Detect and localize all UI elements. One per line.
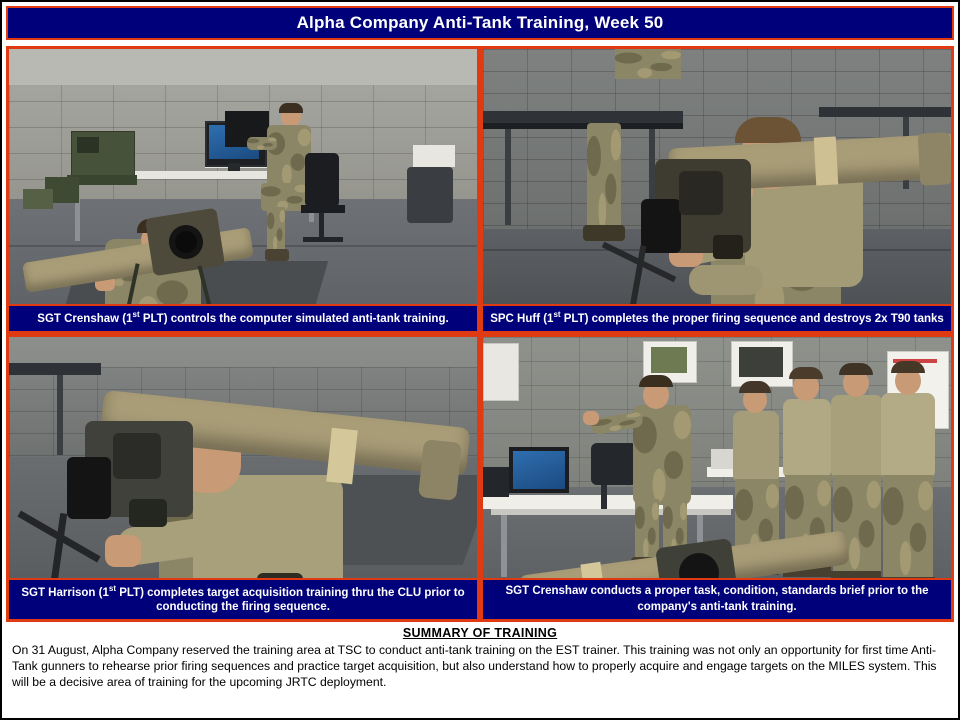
summary-heading: SUMMARY OF TRAINING: [402, 626, 558, 640]
caption-ordinal-suffix: st: [553, 310, 561, 320]
photo-caption-top-left: [9, 304, 477, 331]
photo-cell-bottom-right: [480, 334, 954, 622]
caption-ordinal-suffix: st: [132, 310, 140, 320]
caption-text-suffix: PLT) controls the computer simulated anti-tank training.: [139, 312, 449, 325]
photo-caption-bottom-right: [483, 578, 951, 619]
summary-section: [6, 626, 954, 716]
photo-caption-bottom-left: [9, 578, 477, 619]
caption-text-suffix: PLT) completes target acquisition training thru the CLU prior to conducting the firing sequence.: [116, 586, 465, 613]
summary-body: On 31 August, Alpha Company reserved the training area at TSC to conduct anti-tank training on the EST trainer. This training was not only an opportunity for first time Anti-Tank gunners to rehearse prior firing sequences and practice target acquisition, but also understand how to properly acquire and engage targets on the MILES system. This will be a decisive area of training for the upcoming JRTC deployment.: [12, 643, 937, 690]
caption-text-prefix: SGT Harrison (1: [21, 586, 109, 599]
caption-text-prefix: SGT Crenshaw (1: [37, 312, 133, 325]
caption-text-prefix: SGT Crenshaw conducts a proper task, condition, standards brief prior to the company's anti-tank training.: [505, 585, 929, 613]
caption-ordinal-suffix: st: [108, 584, 117, 594]
caption-text-prefix: SPC Huff (1: [490, 312, 554, 325]
page-title: Alpha Company Anti-Tank Training, Week 50: [296, 13, 664, 32]
photo-cell-top-left: [6, 46, 480, 334]
photo-cell-bottom-left: [6, 334, 480, 622]
photo-caption-top-right: [483, 304, 951, 331]
photo-top-right-image: [483, 49, 951, 331]
caption-text-suffix: PLT) completes the proper firing sequence and destroys 2x T90 tanks: [560, 312, 944, 325]
photo-bottom-right-image: [483, 337, 951, 619]
photo-top-left-image: [9, 49, 477, 331]
slide-title-banner: [6, 6, 954, 40]
photo-bottom-left-image: [9, 337, 477, 619]
photo-grid: [6, 46, 954, 622]
photo-cell-top-right: [480, 46, 954, 334]
